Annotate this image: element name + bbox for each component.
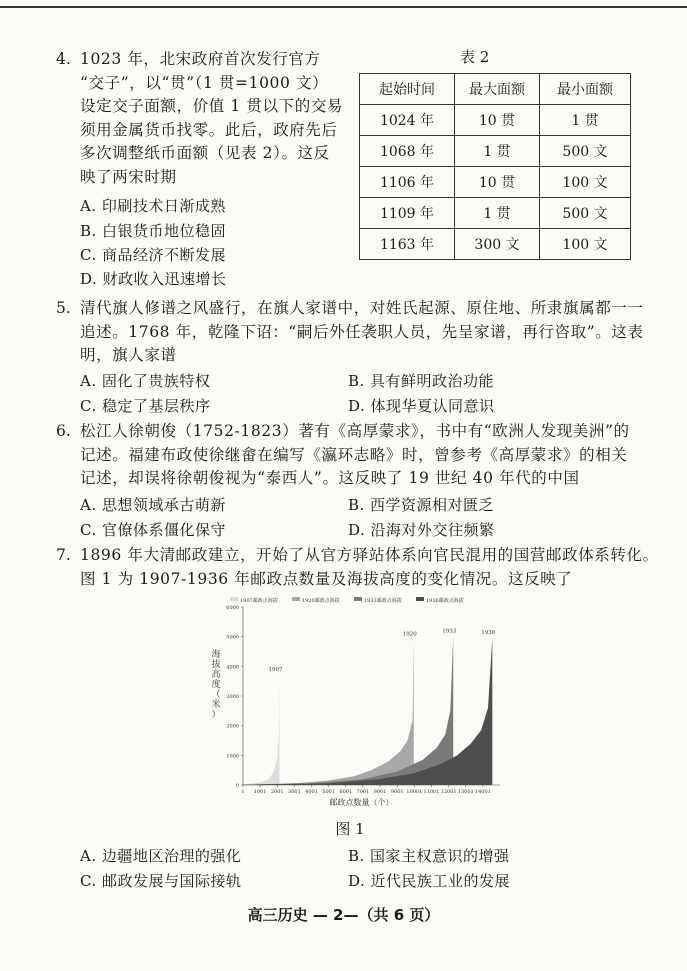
x-tick-label: 10001 bbox=[406, 789, 423, 795]
denomination-table bbox=[359, 73, 631, 260]
table-cell: 100 文 bbox=[540, 229, 631, 260]
x-tick-label: 9001 bbox=[390, 789, 404, 795]
x-tick-label: 13001 bbox=[457, 789, 474, 795]
table-cell: 500 文 bbox=[540, 198, 631, 229]
question-text-line: 图 1 为 1907-1936 年邮政点数量及海拔高度的变化情况。这反映了 bbox=[80, 569, 573, 588]
x-tick-label: 12001 bbox=[440, 789, 457, 795]
y-tick-label: 3000 bbox=[226, 694, 239, 700]
table-cell: 300 文 bbox=[455, 229, 540, 260]
question-text-line: 追述。1768 年，乾隆下诏：“嗣后外任袭职人员，先呈家谱，再行咨取”。这表 bbox=[80, 322, 644, 341]
table-header-cell: 最小面额 bbox=[540, 74, 631, 105]
y-tick-label: 1000 bbox=[226, 753, 239, 760]
top-rule bbox=[0, 6, 687, 8]
series-peak-label: 1936 bbox=[481, 630, 496, 637]
figure-caption: 图 1 bbox=[335, 820, 365, 838]
x-tick-label: 1 bbox=[241, 789, 245, 795]
table-row bbox=[360, 136, 631, 167]
option-c[interactable]: C. 邮政发展与国际接轨 bbox=[80, 872, 242, 890]
table-header-cell: 最大面额 bbox=[455, 74, 540, 105]
question-number: 7. bbox=[56, 546, 71, 564]
question-text-line: 记述，却误将徐朝俊视为“泰西人”。这反映了 19 世纪 40 年代的中国 bbox=[80, 469, 580, 487]
y-axis-label-char: 海 bbox=[211, 650, 221, 660]
table-cell: 100 文 bbox=[540, 167, 631, 198]
option-c[interactable]: C. 商品经济不断发展 bbox=[80, 246, 226, 264]
y-axis-label-char: ） bbox=[211, 710, 221, 720]
y-axis-label-char: 度 bbox=[211, 680, 221, 690]
legend-label: 1907邮政点海拔 bbox=[240, 598, 278, 604]
y-axis-label-char: 高 bbox=[211, 670, 221, 680]
legend-swatch bbox=[354, 597, 362, 601]
question-text-line: 1896 年大清邮政建立，开始了从官方驿站体系向官民混用的国营邮政体系转化。 bbox=[80, 546, 659, 564]
option-d[interactable]: D. 沿海对外交往频繁 bbox=[348, 521, 495, 539]
table-header-cell: 起始时间 bbox=[360, 74, 455, 105]
table-title: 表 2 bbox=[460, 48, 490, 66]
page-footer: 高三历史 — 2—（共 6 页） bbox=[247, 906, 440, 924]
legend-swatch bbox=[292, 597, 300, 601]
question-text-line: 1023 年，北宋政府首次发行官方 bbox=[80, 50, 321, 68]
series-peak-label: 1907 bbox=[268, 667, 283, 674]
table-cell: 1068 年 bbox=[360, 136, 455, 167]
option-d[interactable]: D. 近代民族工业的发展 bbox=[348, 872, 511, 890]
question-text-line: 须用金属货币找零。此后，政府先后 bbox=[80, 120, 338, 139]
y-tick-label: 6000 bbox=[226, 605, 239, 611]
table-cell: 1106 年 bbox=[360, 167, 455, 198]
option-c[interactable]: C. 稳定了基层秩序 bbox=[80, 397, 211, 415]
legend-swatch bbox=[230, 597, 238, 601]
option-a[interactable]: A. 固化了贵族特权 bbox=[80, 372, 211, 390]
chart-legend bbox=[230, 597, 464, 604]
x-tick-label: 1001 bbox=[253, 789, 267, 795]
y-tick-label: 2000 bbox=[226, 723, 239, 730]
x-tick-label: 4001 bbox=[305, 789, 318, 795]
question-text-line: 松江人徐朝俊（1752-1823）著有《高厚蒙求》，书中有“欧洲人发现美洲”的 bbox=[80, 422, 630, 440]
y-tick-label: 0 bbox=[235, 783, 239, 789]
option-a[interactable]: A. 印刷技术日渐成熟 bbox=[80, 197, 226, 215]
table-cell: 1 贯 bbox=[540, 105, 631, 136]
question-number: 5. bbox=[56, 299, 71, 317]
question-text-line: 设定交子面额，价值 1 贯以下的交易 bbox=[80, 97, 344, 115]
option-b[interactable]: B. 具有鲜明政治功能 bbox=[348, 372, 495, 390]
series-peak-label: 1933 bbox=[442, 628, 457, 635]
y-axis-label-char: （ bbox=[211, 690, 221, 700]
x-tick-label: 14001 bbox=[474, 789, 491, 795]
legend-label: 1920邮政点海拔 bbox=[302, 598, 340, 604]
area-series-1936 bbox=[243, 638, 492, 785]
question-text-line: 清代旗人修谱之风盛行，在旗人家谱中，对姓氏起源、原住地、所隶旗属都一一 bbox=[80, 299, 644, 317]
table-cell: 500 文 bbox=[540, 136, 631, 167]
table-cell: 10 贯 bbox=[455, 167, 540, 198]
area-series-1933 bbox=[243, 637, 453, 785]
table-header-row bbox=[360, 74, 631, 105]
question-text-line: 多次调整纸币面额（见表 2）。这反 bbox=[80, 144, 330, 162]
x-tick-label: 2001 bbox=[270, 789, 284, 795]
legend-swatch bbox=[416, 597, 424, 601]
question-text-line: 明，旗人家谱 bbox=[80, 346, 177, 364]
x-tick-label: 5001 bbox=[322, 789, 336, 795]
table-row bbox=[360, 167, 631, 198]
y-tick-label: 5000 bbox=[226, 634, 239, 641]
table-row bbox=[360, 105, 631, 136]
x-tick-label: 3001 bbox=[288, 789, 301, 795]
y-axis-label-char: 拔 bbox=[211, 660, 221, 670]
question-text-line: 映了两宋时期 bbox=[80, 167, 177, 186]
option-a[interactable]: A. 边疆地区治理的强化 bbox=[80, 847, 242, 865]
x-tick-label: 8001 bbox=[373, 789, 387, 795]
table-cell: 1024 年 bbox=[360, 105, 455, 136]
table-cell: 1163 年 bbox=[360, 229, 455, 260]
x-axis-label: 邮政点数量（个） bbox=[329, 798, 394, 807]
table-cell: 1 贯 bbox=[455, 198, 540, 229]
y-axis-label-char: 米 bbox=[211, 700, 221, 710]
option-d[interactable]: D. 财政收入迅速增长 bbox=[80, 270, 227, 288]
option-d[interactable]: D. 体现华夏认同意识 bbox=[348, 397, 495, 415]
question-number: 6. bbox=[56, 422, 71, 440]
post-office-altitude-chart bbox=[210, 595, 510, 810]
option-b[interactable]: B. 国家主权意识的增强 bbox=[348, 847, 510, 865]
area-series-1920 bbox=[243, 640, 414, 785]
question-text-line: 记述。福建布政使徐继畲在编写《瀛环志略》时，曾参考《高厚蒙求》的相关 bbox=[80, 445, 628, 464]
table-cell: 10 贯 bbox=[455, 105, 540, 136]
x-tick-label: 6001 bbox=[339, 789, 353, 795]
area-series-1907 bbox=[243, 675, 279, 785]
option-c[interactable]: C. 官僚体系僵化保守 bbox=[80, 521, 226, 539]
question-number: 4. bbox=[56, 50, 71, 68]
x-tick-label: 7001 bbox=[356, 789, 370, 795]
option-a[interactable]: A. 思想领域承古萌新 bbox=[80, 496, 226, 514]
table-row bbox=[360, 198, 631, 229]
option-b[interactable]: B. 西学资源相对匮乏 bbox=[348, 496, 495, 514]
y-tick-label: 4000 bbox=[226, 664, 239, 671]
question-text-line: “交子”，以“贯”（1 贯=1000 文） bbox=[80, 73, 329, 92]
table-row bbox=[360, 229, 631, 260]
x-tick-label: 11001 bbox=[423, 789, 440, 795]
series-peak-label: 1920 bbox=[402, 631, 417, 638]
table-cell: 1 贯 bbox=[455, 136, 540, 167]
table-cell: 1109 年 bbox=[360, 198, 455, 229]
legend-label: 1933邮政点海拔 bbox=[364, 598, 402, 604]
option-b[interactable]: B. 白银货币地位稳固 bbox=[80, 222, 227, 240]
legend-label: 1936邮政点海拔 bbox=[426, 598, 464, 604]
